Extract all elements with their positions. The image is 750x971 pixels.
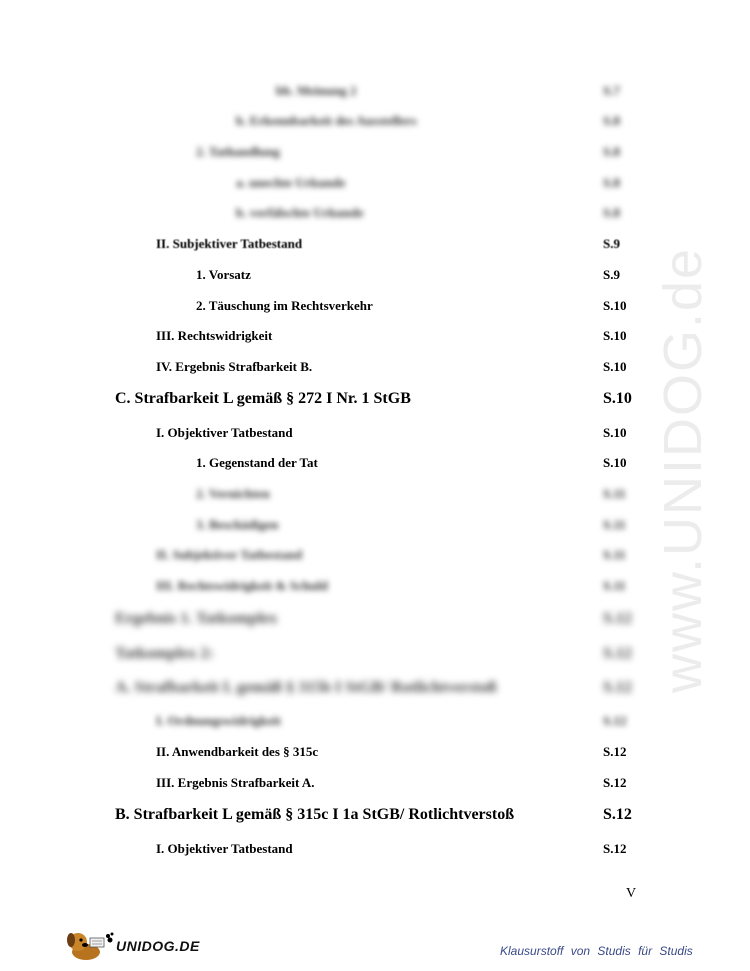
toc-entry[interactable] <box>0 543 750 567</box>
page-number: V <box>626 886 637 901</box>
toc-entry-page: S.10 <box>603 390 632 407</box>
toc-entry[interactable] <box>0 324 750 348</box>
toc-entry-title: 2. Vernichten <box>196 486 270 501</box>
toc-entry-title: Tatkomplex 2: <box>115 645 214 662</box>
toc-entry-title: bb. Meinung 2 <box>276 83 357 98</box>
toc-entry-title: b. verfälschte Urkunde <box>236 205 364 220</box>
toc-entry-page: S.12 <box>603 679 632 696</box>
toc-entry-page: S.9 <box>603 236 620 251</box>
toc-entry-title: II. Subjektiver Tatbestand <box>156 236 303 251</box>
toc-entry-page: S.8 <box>603 175 620 190</box>
toc-entry[interactable] <box>0 676 750 700</box>
toc-entry-title: I. Objektiver Tatbestand <box>156 841 293 856</box>
toc-entry-page: S.12 <box>603 645 632 662</box>
toc-entry[interactable] <box>0 709 750 733</box>
toc-entry-title: 2. Täuschung im Rechtsverkehr <box>196 298 373 313</box>
toc-entry[interactable] <box>0 803 750 827</box>
toc-entry-title: III. Rechtswidrigkeit <box>156 328 273 343</box>
toc-entry-title: 1. Gegenstand der Tat <box>196 455 318 470</box>
toc-entry-page: S.12 <box>603 775 627 790</box>
toc-entry-title: 2. Tathandlung <box>196 144 280 159</box>
toc-entry-page: S.10 <box>603 455 627 470</box>
toc-entry[interactable] <box>0 263 750 287</box>
toc-entry[interactable] <box>0 513 750 537</box>
dog-mascot-icon <box>64 928 114 962</box>
toc-entry-title: I. Objektiver Tatbestand <box>156 425 293 440</box>
unidog-logo[interactable] <box>64 928 200 962</box>
logo-text: UNIDOG.DE <box>116 938 200 954</box>
toc-entry[interactable] <box>0 79 750 103</box>
toc-entry-page: S.12 <box>603 744 627 759</box>
toc-entry[interactable] <box>0 201 750 225</box>
toc-entry-title: a. unechte Urkunde <box>236 175 346 190</box>
toc-entry-page: S.8 <box>603 113 620 128</box>
footer-tagline: Klausurstoff von Studis für Studis <box>500 944 693 958</box>
toc-entry[interactable] <box>0 140 750 164</box>
toc-entry-title: II. Anwendbarkeit des § 315c <box>156 744 319 759</box>
toc-entry-title: III. Ergebnis Strafbarkeit A. <box>156 775 315 790</box>
toc-entry-title: III. Rechtswidrigkeit & Schuld <box>156 578 328 593</box>
toc-entry-title: II. Subjektiver Tatbestand <box>156 547 303 562</box>
toc-entry-page: S.12 <box>603 713 627 728</box>
toc-entry-page: S.12 <box>603 806 632 823</box>
toc-entry-page: S.10 <box>603 425 627 440</box>
toc-entry[interactable] <box>0 355 750 379</box>
toc-entry-page: S.11 <box>603 578 626 593</box>
toc-entry-title: B. Strafbarkeit L gemäß § 315c I 1a StGB/ Rotlichtverstoß <box>115 806 515 823</box>
toc-entry[interactable] <box>0 837 750 861</box>
toc-entry-title: Ergebnis 1. Tatkomplex <box>115 610 278 627</box>
toc-entry-page: S.12 <box>603 610 632 627</box>
toc-entry-page: S.8 <box>603 205 620 220</box>
toc-entry[interactable] <box>0 574 750 598</box>
toc-entry[interactable] <box>0 421 750 445</box>
toc-entry-title: C. Strafbarkeit L gemäß § 272 I Nr. 1 StGB <box>115 390 411 407</box>
toc-entry-page: S.10 <box>603 359 627 374</box>
toc-entry-page: S.11 <box>603 547 626 562</box>
toc-entry[interactable] <box>0 171 750 195</box>
toc-entry[interactable] <box>0 109 750 133</box>
toc-entry-page: S.11 <box>603 517 626 532</box>
toc-entry[interactable] <box>0 294 750 318</box>
toc-entry[interactable] <box>0 771 750 795</box>
toc-entry-page: S.10 <box>603 298 627 313</box>
toc-entry-page: S.8 <box>603 144 620 159</box>
toc-entry-page: S.11 <box>603 486 626 501</box>
toc-entry[interactable] <box>0 740 750 764</box>
toc-entry-page: S.7 <box>603 83 620 98</box>
toc-entry-page: S.10 <box>603 328 627 343</box>
toc-entry-title: 1. Vorsatz <box>196 267 251 282</box>
toc-entry[interactable] <box>0 607 750 631</box>
toc-entry-title: I. Ordnungswidrigkeit <box>156 713 281 728</box>
toc-entry[interactable] <box>0 451 750 475</box>
toc-entry-page: S.12 <box>603 841 627 856</box>
toc-entry[interactable] <box>0 387 750 411</box>
toc-entry-title: IV. Ergebnis Strafbarkeit B. <box>156 359 313 374</box>
toc-entry[interactable] <box>0 482 750 506</box>
toc-entry[interactable] <box>0 642 750 666</box>
toc-entry-title: A. Strafbarkeit L gemäß § 315b I StGB/ Rotlichtverstoß <box>115 679 497 696</box>
toc-entry-title: 3. Beschädigen <box>196 517 279 532</box>
toc-entry-page: S.9 <box>603 267 620 282</box>
toc-entry-title: b. Erkennbarkeit des Ausstellers <box>236 113 417 128</box>
toc-entry[interactable] <box>0 232 750 256</box>
watermark: www.UNIDOG.de <box>653 246 713 694</box>
